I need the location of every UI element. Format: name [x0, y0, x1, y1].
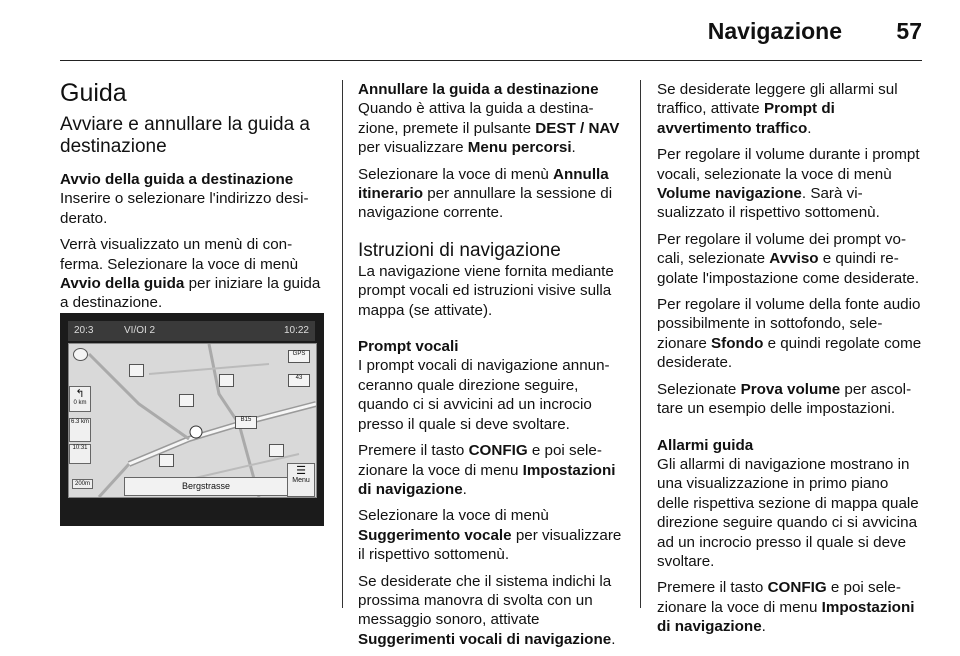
road-label: B15 — [235, 416, 257, 429]
paragraph: Quando è attiva la guida a destinazione, premete il pulsante DEST / NAV per visualizzare Menu percorsi. — [358, 100, 620, 157]
map-scale: 200m — [72, 479, 93, 489]
header-divider — [60, 60, 922, 61]
start-guidance-heading: Avvio della guida a destinazione — [60, 171, 294, 188]
paragraph: Premere il tasto CONFIG e poi selezionare la voce di menu Impostazioni di navigazione. — [358, 442, 616, 498]
map-status-bar — [68, 321, 315, 341]
page-header — [0, 0, 960, 60]
page-number: 57 — [896, 18, 922, 44]
distance-remaining: 6.3 km — [69, 418, 91, 442]
column-divider — [342, 80, 343, 608]
compass-icon — [73, 348, 88, 361]
turn-indicator: ↰ 0 km — [69, 386, 91, 412]
column-3 — [657, 80, 923, 644]
paragraph: Verrà visualizzato un menù di conferma. Selezionare la voce di menù Avvio della guida per iniziare la guida a destinazione. — [60, 236, 321, 312]
number-badge: 43 — [288, 374, 310, 387]
column-2 — [358, 80, 622, 656]
column-1 — [60, 78, 324, 320]
paragraph: Selezionare la voce di menù Suggerimento vocale per visualizzare il rispettivo sottomenù. — [358, 507, 622, 564]
poi-icon — [219, 374, 234, 387]
map-date: VI/OI 2 — [124, 325, 156, 336]
paragraph: Gli allarmi di navigazione mostrano in una visualizzazione in primo piano delle rispettiva sezione di mappa quale direzione seguire quando ci si avvicina ad un incrocio presso il quale si deve svoltare. — [657, 455, 919, 570]
paragraph: I prompt vocali di navigazione annunceranno quale direzione seguire, quando ci si avvicini ad un incrocio presso il quale si deve svoltare. — [358, 357, 610, 433]
paragraph: Per regolare il volume della fonte audio possibilmente in sottofondo, selezionare Sfondo e quindi regolate come desiderate. — [657, 296, 922, 372]
cancel-guidance-heading: Annullare la guida a destinazione — [358, 81, 599, 98]
paragraph: Per regolare il volume durante i prompt vocali, selezionate la voce di menù Volume navigazione. Sarà visualizzato il rispettivo sottomenù. — [657, 146, 920, 222]
guidance-alarms-heading: Allarmi guida — [657, 436, 754, 454]
column-divider — [640, 80, 641, 608]
gps-indicator: GPS — [288, 350, 310, 363]
paragraph: Selezionare la voce di menù Annulla itinerario per annullare la sessione di navigazione corrente. — [358, 165, 613, 222]
eta: 10:31 — [69, 444, 91, 464]
paragraph: La navigazione viene fornita mediante prompt vocali ed istruzioni visive sulla mappa (se attivate). — [358, 262, 614, 319]
section-title: Guida — [60, 79, 127, 107]
paragraph: Inserire o selezionare l'indirizzo desiderato. — [60, 190, 309, 227]
paragraph: Selezionate Prova volume per ascoltare un esempio delle impostazioni. — [657, 380, 912, 418]
paragraph: Premere il tasto CONFIG e poi selezionare la voce di menu Impostazioni di navigazione. — [657, 579, 915, 636]
subsection-title: Avviare e annullare la guida a destinazione — [60, 114, 310, 157]
poi-icon — [129, 364, 144, 377]
map-time-left: 20:3 — [74, 325, 94, 336]
instructions-title: Istruzioni di navigazione — [358, 239, 561, 261]
map-time-right: 10:22 — [283, 325, 309, 336]
poi-icon — [159, 454, 174, 467]
voice-prompts-heading: Prompt vocali — [358, 338, 459, 356]
navigation-map-screenshot — [60, 313, 324, 526]
poi-icon — [179, 394, 194, 407]
poi-icon — [269, 444, 284, 457]
paragraph: Per regolare il volume dei prompt vocali, selezionate Avviso e quindi regolate l'impostazione come desiderate. — [657, 230, 920, 287]
map-bottom-bar — [68, 465, 315, 497]
chapter-title: Navigazione — [707, 18, 842, 44]
map-menu-button[interactable]: ☰ Menu — [287, 463, 315, 497]
paragraph: Se desiderate che il sistema indichi la prossima manovra di svolta con un messaggio sonoro, attivate Suggerimenti vocali di navigazione. — [358, 572, 616, 648]
current-street: Bergstrasse — [124, 477, 288, 496]
paragraph: Se desiderate leggere gli allarmi sul traffico, attivate Prompt di avvertimento traffico. — [657, 81, 898, 137]
